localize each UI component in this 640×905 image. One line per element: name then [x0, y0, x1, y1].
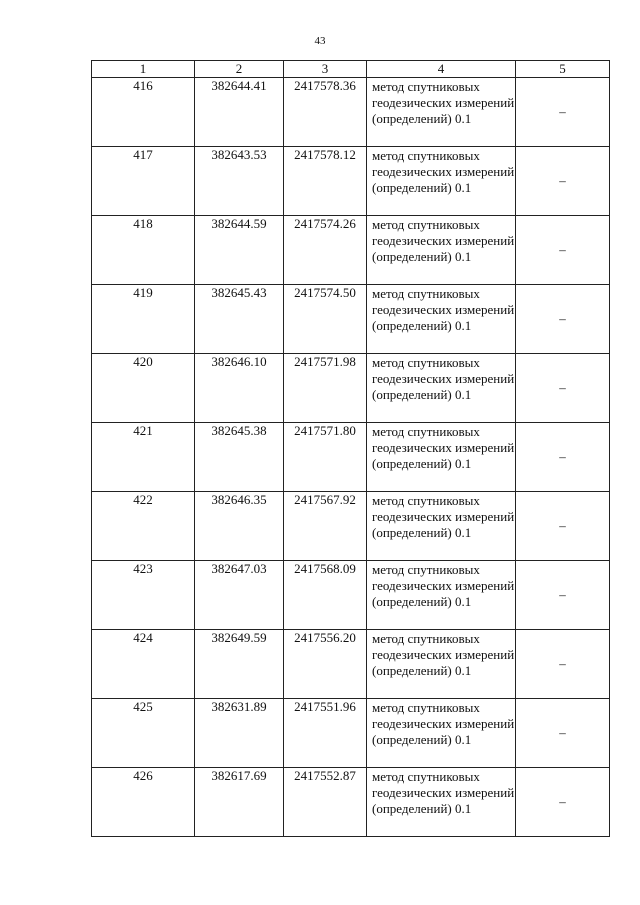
point-number-cell: 426: [92, 768, 195, 837]
point-number-cell: 421: [92, 423, 195, 492]
column-header-3: 3: [284, 61, 367, 78]
note-cell: –: [516, 561, 610, 630]
y-coordinate-cell: 2417571.98: [284, 354, 367, 423]
method-cell: метод спутниковых геодезических измерений (определений) 0.1: [367, 699, 516, 768]
table-row: [92, 354, 610, 423]
method-cell: метод спутниковых геодезических измерений (определений) 0.1: [367, 78, 516, 147]
column-header-4: 4: [367, 61, 516, 78]
method-cell: метод спутниковых геодезических измерений (определений) 0.1: [367, 630, 516, 699]
point-number-cell: 419: [92, 285, 195, 354]
y-coordinate-cell: 2417571.80: [284, 423, 367, 492]
y-coordinate-cell: 2417567.92: [284, 492, 367, 561]
table-row: [92, 768, 610, 837]
x-coordinate-cell: 382631.89: [195, 699, 284, 768]
y-coordinate-cell: 2417556.20: [284, 630, 367, 699]
y-coordinate-cell: 2417574.26: [284, 216, 367, 285]
table-row: [92, 78, 610, 147]
point-number-cell: 420: [92, 354, 195, 423]
table-row: [92, 147, 610, 216]
note-cell: –: [516, 147, 610, 216]
point-number-cell: 424: [92, 630, 195, 699]
note-cell: –: [516, 354, 610, 423]
table-header-row: [92, 61, 610, 78]
note-cell: –: [516, 78, 610, 147]
method-cell: метод спутниковых геодезических измерений (определений) 0.1: [367, 285, 516, 354]
point-number-cell: 417: [92, 147, 195, 216]
x-coordinate-cell: 382644.41: [195, 78, 284, 147]
y-coordinate-cell: 2417578.36: [284, 78, 367, 147]
y-coordinate-cell: 2417552.87: [284, 768, 367, 837]
x-coordinate-cell: 382645.38: [195, 423, 284, 492]
x-coordinate-cell: 382649.59: [195, 630, 284, 699]
point-number-cell: 418: [92, 216, 195, 285]
table-body: [92, 78, 610, 837]
table-row: [92, 561, 610, 630]
y-coordinate-cell: 2417551.96: [284, 699, 367, 768]
note-cell: –: [516, 768, 610, 837]
table-row: [92, 630, 610, 699]
note-cell: –: [516, 630, 610, 699]
table-row: [92, 699, 610, 768]
point-number-cell: 422: [92, 492, 195, 561]
method-cell: метод спутниковых геодезических измерений (определений) 0.1: [367, 492, 516, 561]
method-cell: метод спутниковых геодезических измерений (определений) 0.1: [367, 354, 516, 423]
note-cell: –: [516, 699, 610, 768]
x-coordinate-cell: 382646.35: [195, 492, 284, 561]
method-cell: метод спутниковых геодезических измерений (определений) 0.1: [367, 561, 516, 630]
note-cell: –: [516, 492, 610, 561]
page-number: 43: [314, 35, 326, 47]
x-coordinate-cell: 382645.43: [195, 285, 284, 354]
x-coordinate-cell: 382643.53: [195, 147, 284, 216]
x-coordinate-cell: 382646.10: [195, 354, 284, 423]
x-coordinate-cell: 382617.69: [195, 768, 284, 837]
coordinates-table: [91, 60, 610, 837]
point-number-cell: 416: [92, 78, 195, 147]
method-cell: метод спутниковых геодезических измерений (определений) 0.1: [367, 147, 516, 216]
table-row: [92, 423, 610, 492]
method-cell: метод спутниковых геодезических измерений (определений) 0.1: [367, 423, 516, 492]
y-coordinate-cell: 2417578.12: [284, 147, 367, 216]
column-header-5: 5: [516, 61, 610, 78]
point-number-cell: 423: [92, 561, 195, 630]
y-coordinate-cell: 2417568.09: [284, 561, 367, 630]
y-coordinate-cell: 2417574.50: [284, 285, 367, 354]
table-row: [92, 216, 610, 285]
column-header-2: 2: [195, 61, 284, 78]
table-row: [92, 492, 610, 561]
column-header-1: 1: [92, 61, 195, 78]
note-cell: –: [516, 423, 610, 492]
method-cell: метод спутниковых геодезических измерений (определений) 0.1: [367, 216, 516, 285]
point-number-cell: 425: [92, 699, 195, 768]
note-cell: –: [516, 285, 610, 354]
method-cell: метод спутниковых геодезических измерений (определений) 0.1: [367, 768, 516, 837]
x-coordinate-cell: 382644.59: [195, 216, 284, 285]
note-cell: –: [516, 216, 610, 285]
x-coordinate-cell: 382647.03: [195, 561, 284, 630]
table-row: [92, 285, 610, 354]
